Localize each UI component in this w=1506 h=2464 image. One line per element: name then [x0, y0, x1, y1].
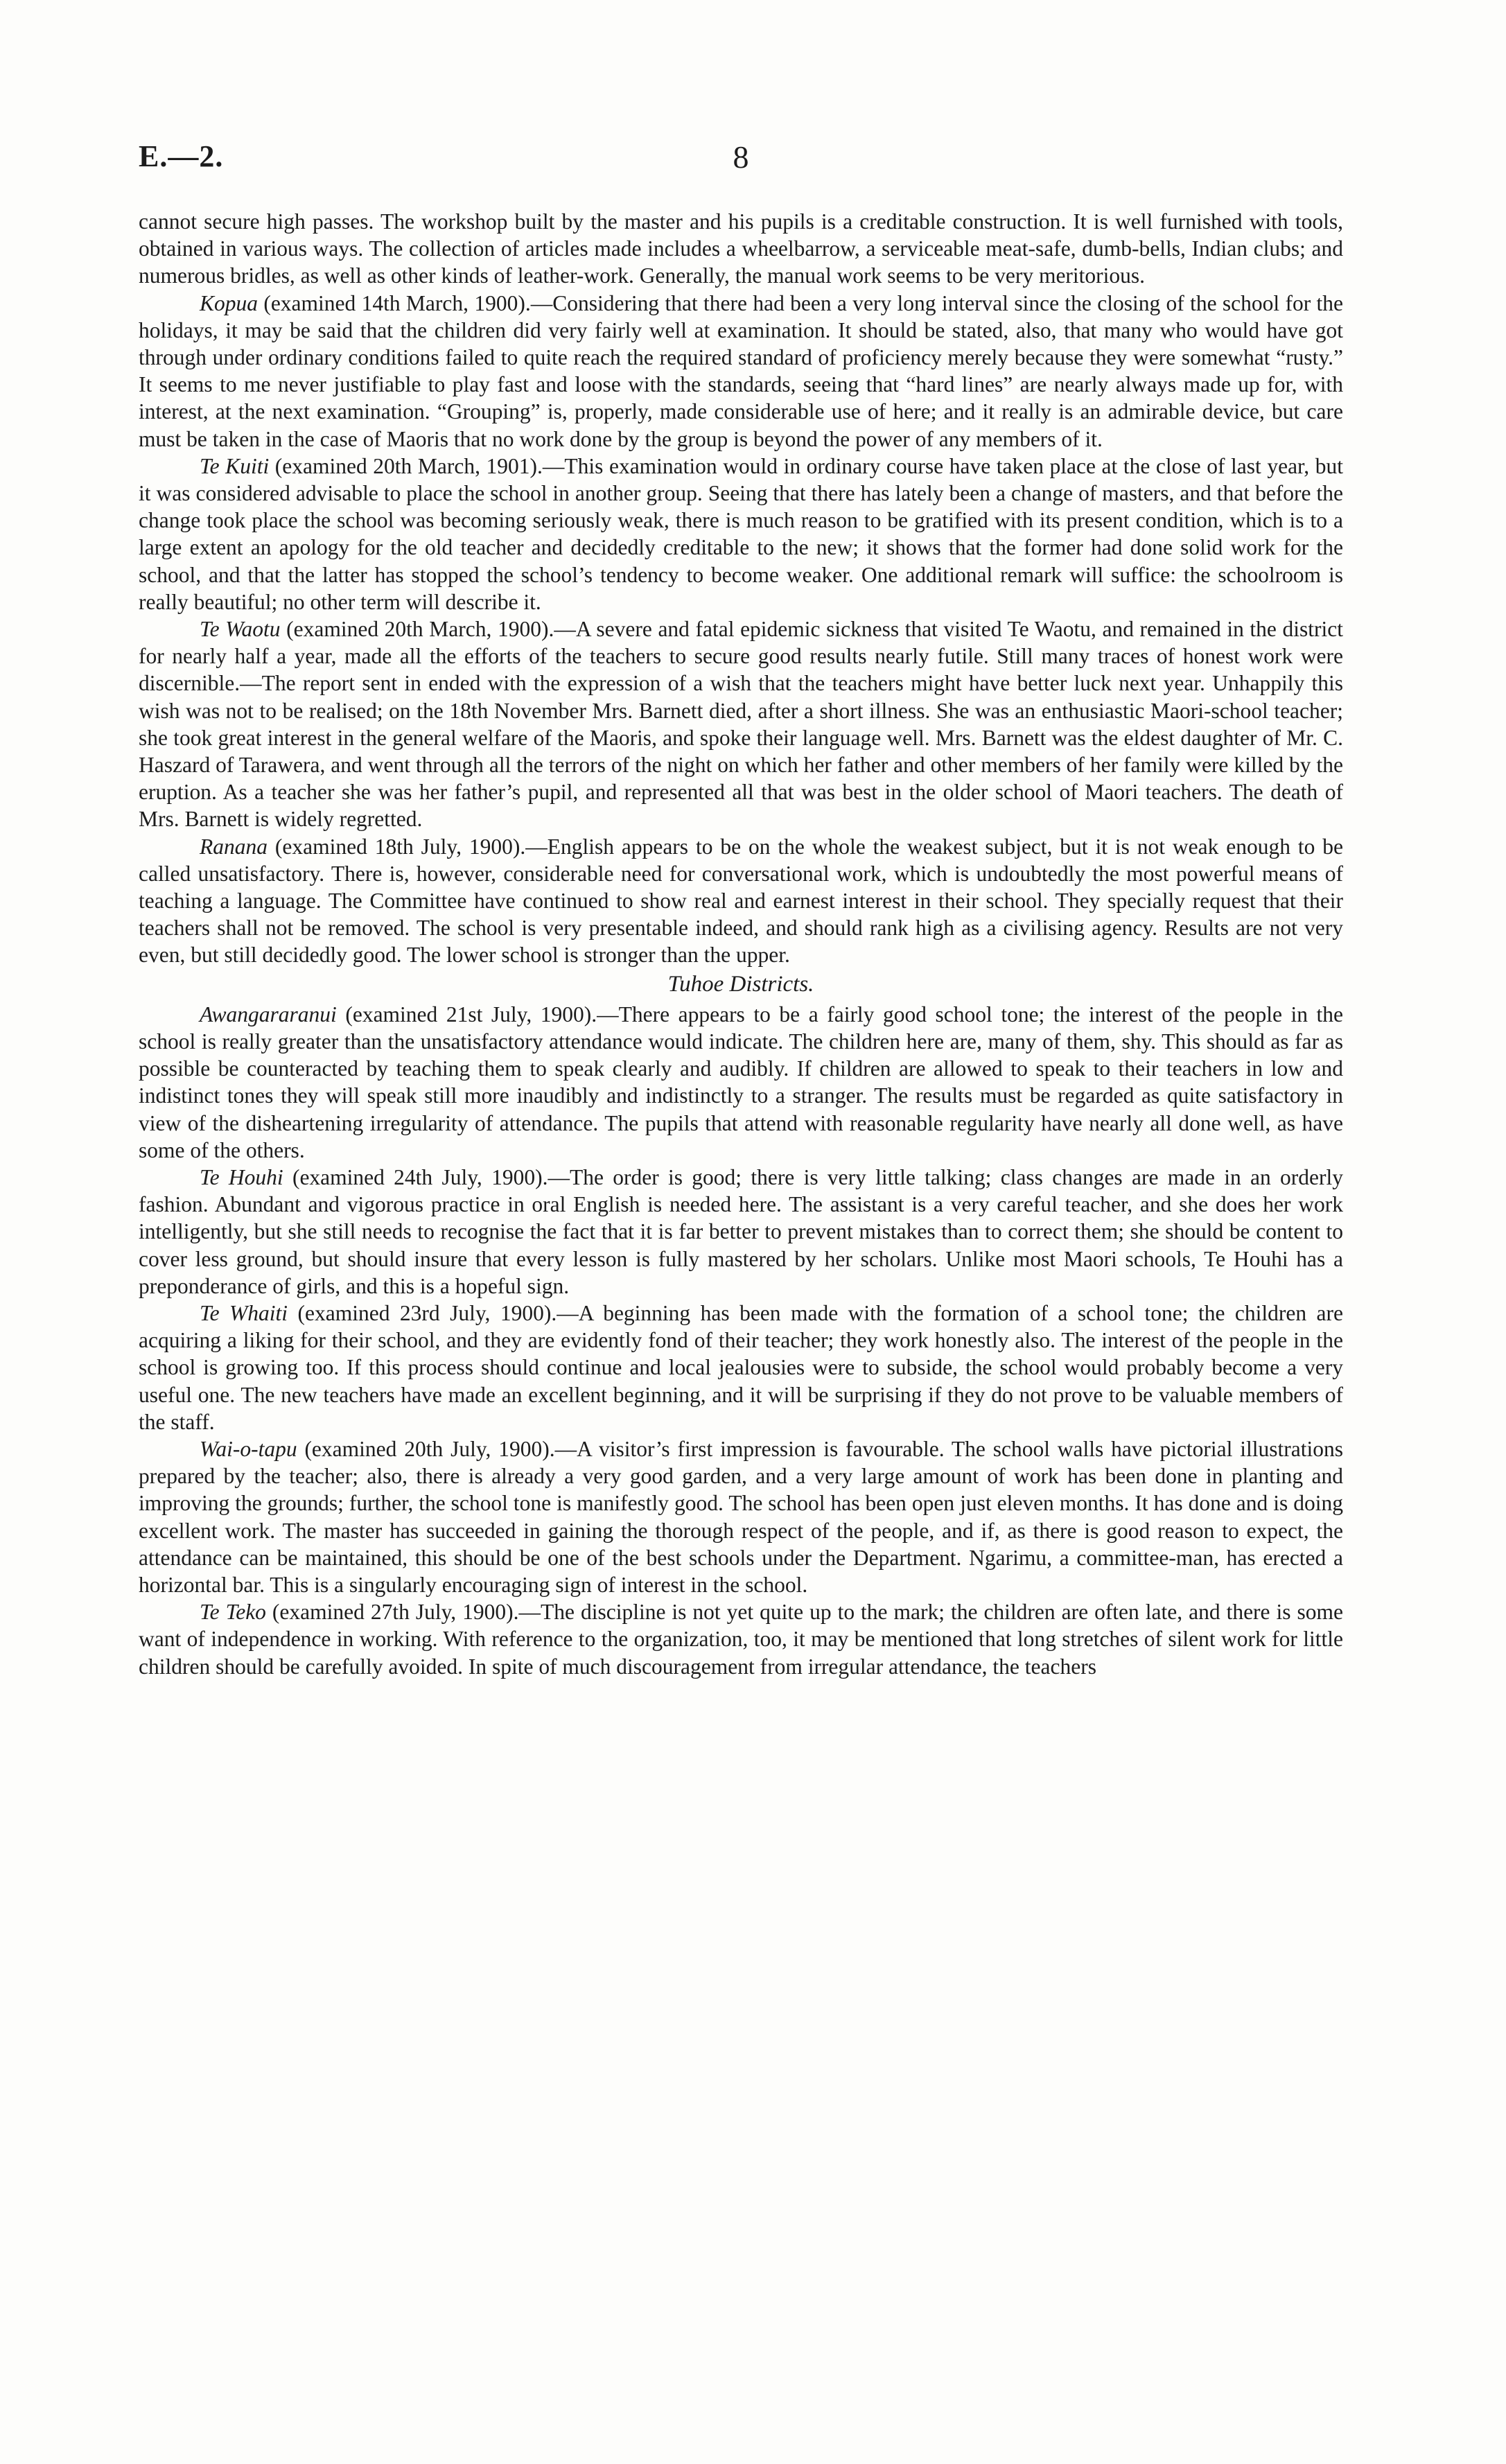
school-name: Te Houhi	[200, 1164, 283, 1189]
paragraph-te-teko	[139, 1598, 1343, 1680]
page-number: 8	[733, 139, 749, 175]
paragraph-text: (examined 23rd July, 1900).—A beginning has been made with the formation of a school tone; the children are acquiring a liking for their school, and they are evidently fond of their teacher; they work honestly also. The interest of the people in the school is growing too. If this process should continue and local jealousies were to subside, the school would probably become a very useful one. The new teachers have made an excellent beginning, and it will be surprising if they do not prove to be valuable members of the staff.	[139, 1300, 1343, 1434]
paragraph-awangararanui	[139, 1001, 1343, 1164]
opening-paragraph: cannot secure high passes. The workshop built by the master and his pupils is a creditable construction. It is well furnished with tools, obtained in various ways. The collection of articles made includes a wheelbarrow, a serviceable meat-safe, dumb-bells, Indian clubs; and numerous bridles, as well as other kinds of leather-work. Generally, the manual work seems to be very meritorious.	[139, 209, 1343, 288]
section-heading: Tuhoe Districts.	[667, 971, 814, 997]
school-name: Te Whaiti	[200, 1300, 288, 1325]
paragraph-te-waotu	[139, 615, 1343, 833]
paragraph-text: (examined 18th July, 1900).—English appears to be on the whole the weakest subject, but it is not weak enough to be called unsatisfactory. There is, however, considerable need for conversational work, which is undoubtedly the most powerful means of teaching a language. The Committee have continued to show real and earnest interest in their school. They specially request that their teachers shall not be removed. The school is very presentable indeed, and should rank high as a civilising agency. Results are not very even, but still decidedly good. The lower school is stronger than the upper.	[139, 834, 1343, 968]
paragraph-text: (examined 14th March, 1900).—Considering that there had been a very long interval since the closing of the school for the holidays, it may be said that the children did very fairly well at examination. It should be stated, also, that many who would have got through under ordinary conditions failed to quite reach the required standard of proficiency merely because they were somewhat “rusty.” It seems to me never justifiable to play fast and loose with the standards, seeing that “hard lines” are nearly always made up for, with interest, at the next examination. “Grouping” is, properly, made considerable use of here; and it really is an admirable device, but care must be taken in the case of Maoris that no work done by the group is beyond the power of any members of it.	[139, 290, 1343, 451]
school-name: Te Teko	[200, 1600, 266, 1625]
paragraph-te-whaiti	[139, 1300, 1343, 1435]
body-text	[139, 208, 1343, 1680]
school-name: Te Waotu	[200, 617, 281, 642]
school-name: Wai-o-tapu	[200, 1436, 297, 1461]
school-name: Kopua	[200, 290, 259, 315]
paragraph-text: (examined 27th July, 1900).—The discipline is not yet quite up to the mark; the children are often late, and there is some want of independence in working. With reference to the organization, too, it may be mentioned that long stretches of silent work for little children should be carefully avoided. In spite of much discouragement from irregular attendance, the teachers	[139, 1600, 1343, 1679]
paragraph-ranana	[139, 833, 1343, 969]
school-name: Awangararanui	[200, 1002, 337, 1026]
school-name: Ranana	[200, 834, 268, 859]
paragraph-text: (examined 24th July, 1900).—The order is good; there is very little talking; class changes are made in an orderly fashion. Abundant and vigorous practice in oral English is needed here. The assistant is a very careful teacher, and she does her work intelligently, but she still needs to recognise the fact that it is far better to prevent mistakes than to correct them; she should be content to cover less ground, but should insure that every lesson is fully mastered by her scholars. Unlike most Maori schools, Te Houhi has a preponderance of girls, and this is a hopeful sign.	[139, 1164, 1344, 1298]
paragraph-te-houhi	[139, 1164, 1343, 1300]
document-code: E.—2.	[139, 139, 224, 173]
page-header	[139, 139, 1343, 180]
paragraph-te-kuiti	[139, 453, 1343, 615]
paragraph-text: (examined 20th March, 1900).—A severe and fatal epidemic sickness that visited Te Waotu, and remained in the district for nearly half a year, made all the efforts of the teachers to secure good results nearly futile. Still many traces of honest work were discernible.—The report sent in ended with the expression of a wish that the teachers might have better luck next year. Unhappily this wish was not to be realised; on the 18th November Mrs. Barnett died, after a short illness. She was an enthusiastic Maori-school teacher; she took great interest in the general welfare of the Maoris, and spoke their language well. Mrs. Barnett was the eldest daughter of Mr. C. Haszard of Tarawera, and went through all the terrors of the night on which her father and other members of her family were killed by the eruption. As a teacher she was her father’s pupil, and represented all that was best in the older school of Maori teachers. The death of Mrs. Barnett is widely regretted.	[139, 617, 1343, 832]
school-name: Te Kuiti	[200, 453, 270, 478]
paragraph-text: (examined 20th March, 1901).—This examination would in ordinary course have taken place at the close of last year, but it was considered advisable to place the school in another group. Seeing that there has lately been a change of masters, and that before the change took place the school was becoming seriously weak, there is much reason to be gratified with its present condition, which is to a large extent an apology for the old teacher and decidedly creditable to the new; it shows that the former had done solid work for the school, and that the latter has stopped the school’s tendency to become weaker. One additional remark will suffice: the schoolroom is really beautiful; no other term will describe it.	[139, 453, 1343, 614]
paragraph-text: (examined 20th July, 1900).—A visitor’s first impression is favourable. The school walls have pictorial illustrations prepared by the teacher; also, there is already a very good garden, and a very large amount of work has been done in planting and improving the grounds; further, the school tone is manifestly good. The school has been open just eleven months. It has done and is doing excellent work. The master has succeeded in gaining the thorough respect of the people, and if, as there is good reason to expect, the attendance can be maintained, this should be one of the best schools under the Department. Ngarimu, a committee-man, has erected a horizontal bar. This is a singularly encouraging sign of interest in the school.	[139, 1436, 1343, 1597]
paragraph-wai-o-tapu	[139, 1435, 1343, 1598]
paragraph-kopua	[139, 290, 1343, 453]
paragraph-text: (examined 21st July, 1900).—There appears to be a fairly good school tone; the interest of the people in the school is really greater than the unsatisfactory attendance would indicate. The children here are, many of them, shy. This should as far as possible be counteracted by teaching them to speak clearly and audibly. If children are allowed to speak to their teachers in low and indistinct tones they will speak still more inaudibly and indistinctly to a stranger. The results must be regarded as quite satisfactory in view of the disheartening irregularity of attendance. The pupils that attend with reasonable regularity have nearly all done well, as have some of the others.	[139, 1002, 1343, 1162]
